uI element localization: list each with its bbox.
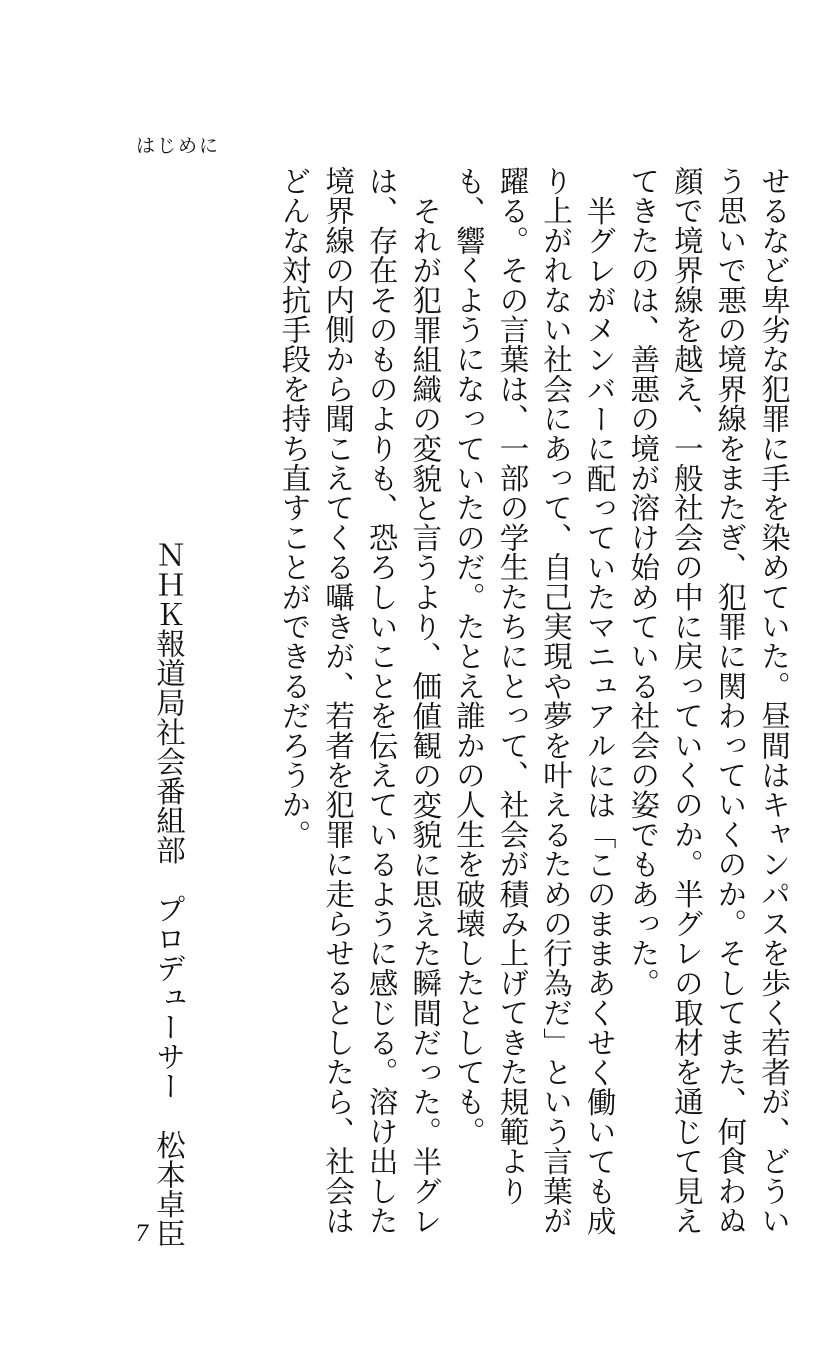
- paragraph-3: それが犯罪組織の変貌と言うより、価値観の変貌に思えた瞬間だった。半グレは、存在そのものよりも、恐ろしいことを伝えているように感じる。溶け出した境界線の内側から聞こえてくる囁きが、若者を犯罪に走らせるとしたら、社会はどんな対抗手段を持ち直すことができるだろうか。: [277, 166, 443, 1236]
- page-number: 7: [135, 1222, 149, 1247]
- running-head: はじめに: [136, 135, 221, 157]
- paragraph-2: 半グレがメンバーに配っていたマニュアルには「このままあくせく働いても成り上がれない社会にあって、自己実現や夢を叶えるための行為だ」という言葉が躍る。その言葉は、一部の学生たちにとって、社会が積み上げてきた規範よりも、響くようになっていたのだ。たとえ誰かの人生を破壊したとしても。: [451, 166, 617, 1236]
- paragraph-1: せるなど卑劣な犯罪に手を染めていた。昼間はキャンパスを歩く若者が、どういう思いで悪の境界線をまたぎ、犯罪に関わっていくのか。そしてまた、何食わぬ顔で境界線を越え、一般社会の中に戻っていくのか。半グレの取材を通じて見えてきたのは、善悪の境が溶け始めている社会の姿でもあった。: [626, 166, 791, 1236]
- body-text: [235, 166, 795, 1241]
- author-signature: ＮＨＫ報道局社会番組部 プロデューサー 松本卓臣: [152, 540, 186, 1248]
